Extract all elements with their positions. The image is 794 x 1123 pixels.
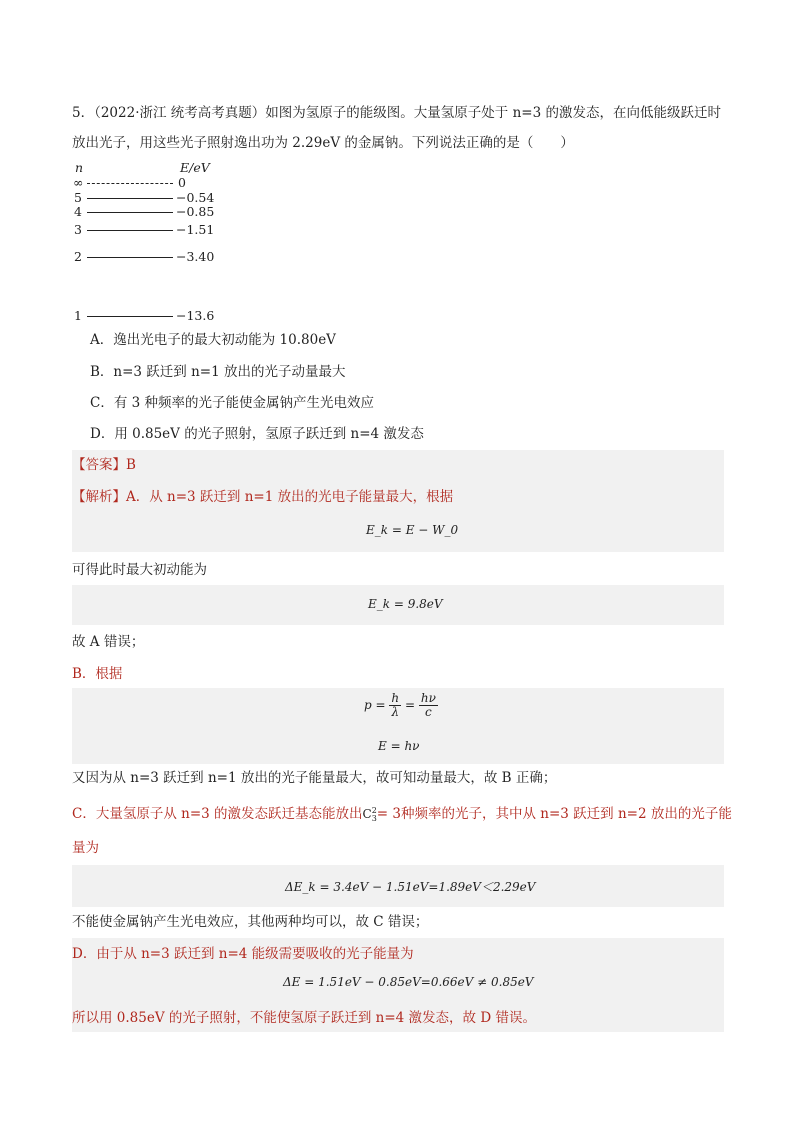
level-line-3 [87, 230, 173, 231]
level-n-inf: ∞ [73, 175, 84, 190]
question-line-2: 放出光子，用这些光子照射逸出功为 2.29eV 的金属钠。下列说法正确的是（ ） [72, 135, 574, 151]
level-line-5 [87, 198, 173, 199]
fraction-hnu-c-den: c [424, 705, 432, 719]
formula-delta-ek: ΔE_k = 3.4eV − 1.51eV=1.89eV＜2.29eV [285, 880, 536, 894]
formula-ek-value: E_k = 9.8eV [368, 597, 443, 611]
option-b: B．n=3 跃迁到 n=1 放出的光子动量最大 [90, 364, 346, 380]
analysis-d-text: D．由于从 n=3 跃迁到 n=4 能级需要吸收的光子能量为 [72, 946, 414, 962]
level-n-3: 3 [74, 222, 82, 237]
formula-momentum-lhs: p = [364, 698, 386, 712]
fraction-h-lambda-den: λ [391, 705, 400, 719]
level-e-inf: 0 [178, 175, 186, 190]
analysis-a-line [72, 487, 453, 507]
level-n-1: 1 [74, 308, 82, 323]
level-n-5: 5 [74, 190, 82, 205]
option-d: D．用 0.85eV 的光子照射，氢原子跃迁到 n=4 激发态 [90, 426, 424, 442]
analysis-c-text-post: = 3种频率的光子，其中从 n=3 跃迁到 n=2 放出的光子能 [376, 806, 732, 822]
level-line-inf [87, 183, 173, 184]
fraction-h-lambda [389, 692, 401, 719]
analysis-label: 【解析】 [72, 489, 126, 505]
fraction-hnu-c-num: hν [420, 691, 436, 705]
question-line-1: 5．（2022·浙江 统考高考真题）如图为氢原子的能级图。大量氢原子处于 n=3 的激发态，在向低能级跃迁时 [72, 105, 721, 121]
analysis-c-conclusion: 不能使金属钠产生光电效应，其他两种均可以，故 C 错误； [72, 914, 429, 930]
analysis-c-line [72, 804, 732, 824]
analysis-a-text-2: 可得此时最大初动能为 [72, 562, 207, 578]
level-e-1: −13.6 [176, 308, 215, 323]
option-a: A．逸出光电子的最大初动能为 10.80eV [90, 332, 336, 348]
answer-line [72, 455, 136, 475]
e-axis-header: E/eV [180, 160, 210, 175]
analysis-b-text: B．根据 [72, 666, 123, 682]
formula-momentum-eq: = [404, 698, 416, 712]
level-e-3: −1.51 [176, 222, 215, 237]
analysis-c-text-pre: C．大量氢原子从 n=3 的激发态跃迁基态能放出 [72, 806, 363, 822]
n-axis-header: n [75, 160, 84, 175]
level-n-2: 2 [74, 249, 82, 264]
formula-delta-e: ΔE = 1.51eV − 0.85eV=0.66eV ≠ 0.85eV [283, 975, 534, 989]
level-e-4: −0.85 [176, 204, 215, 219]
formula-e-hnu: E = hν [378, 739, 420, 753]
formula-momentum [364, 692, 438, 719]
combination-sub: 3 [371, 813, 377, 823]
combination-sup: 2 [371, 805, 377, 815]
analysis-a-conclusion: 故 A 错误； [72, 634, 145, 650]
level-line-4 [87, 212, 173, 213]
level-n-4: 4 [74, 204, 82, 219]
level-e-5: −0.54 [176, 190, 215, 205]
analysis-d-conclusion: 所以用 0.85eV 的光子照射，不能使氢原子跃迁到 n=4 激发态，故 D 错误。 [72, 1010, 536, 1026]
fraction-h-lambda-num: h [391, 691, 400, 705]
formula-ek-e-w0: E_k = E − W_0 [366, 523, 459, 537]
level-line-2 [87, 257, 173, 258]
analysis-b-conclusion: 又因为从 n=3 跃迁到 n=1 放出的光子能量最大，故可知动量最大，故 B 正确； [72, 770, 557, 786]
combination-symbol [363, 807, 377, 821]
option-c: C．有 3 种频率的光子能使金属钠产生光电效应 [90, 395, 375, 411]
answer-label: 【答案】 [72, 457, 126, 473]
level-line-1 [87, 316, 173, 317]
fraction-hnu-c [419, 692, 438, 719]
level-e-2: −3.40 [176, 249, 215, 264]
answer-value: B [126, 457, 136, 473]
analysis-a-text: A．从 n=3 跃迁到 n=1 放出的光电子能量最大，根据 [126, 489, 454, 505]
analysis-c-text-2: 量为 [72, 840, 99, 856]
combination-c: C [362, 807, 372, 821]
